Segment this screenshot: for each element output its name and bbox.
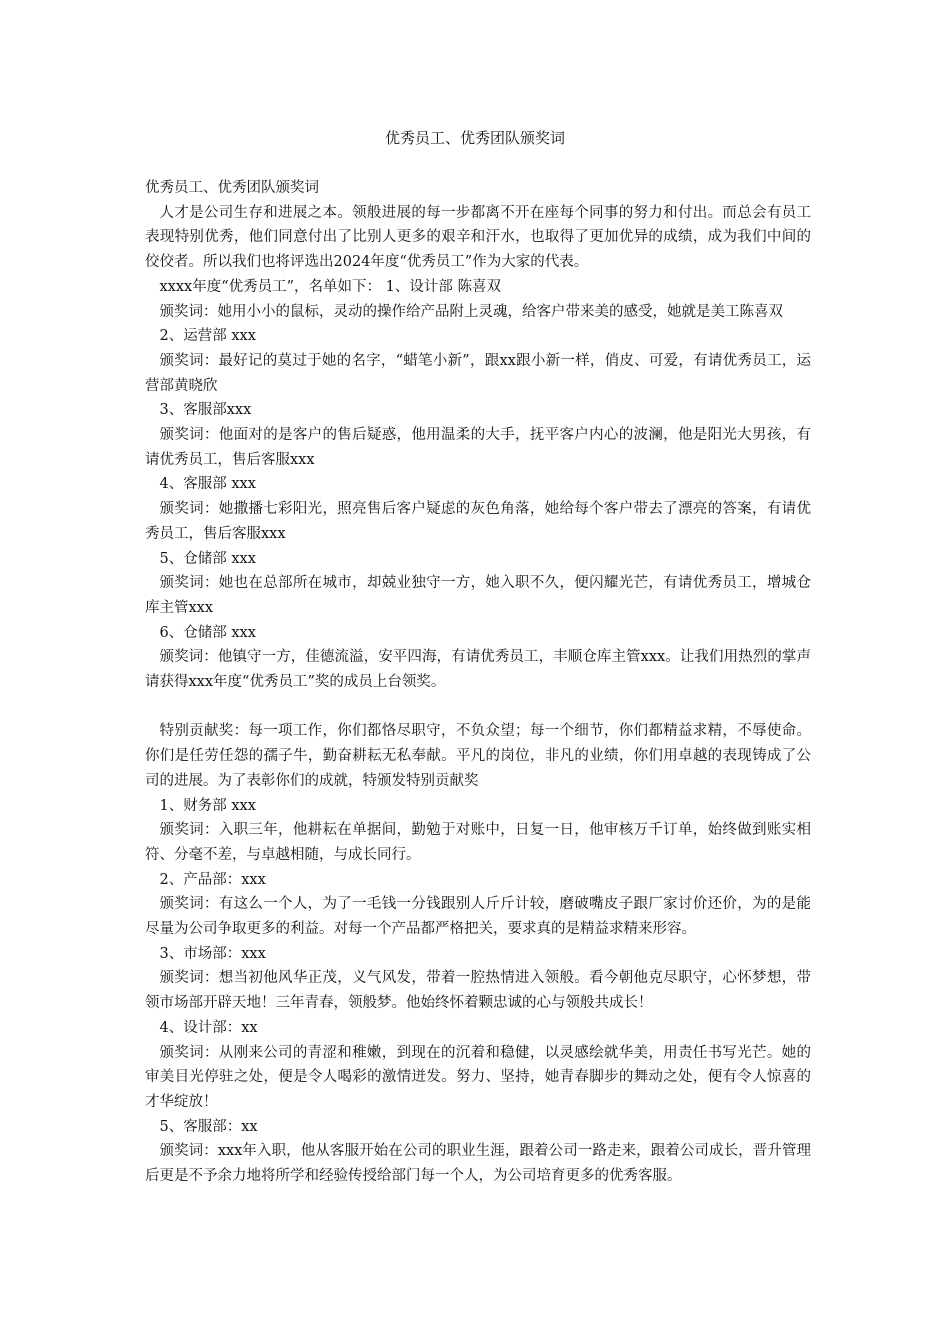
list-item: 6、仓储部 xxx	[159, 624, 256, 641]
award-speech: 颁奖词：他镇守一方，佳德流溢，安平四海，有请优秀员工，丰顺仓库主管xxx。让我们用热烈的掌声请获得xxx年度“优秀员工”奖的成员上台领奖。	[145, 649, 811, 691]
list-item: 2、产品部：xxx	[159, 871, 266, 888]
award-speech: 颁奖词：xxx年入职，他从客服开始在公司的职业生涯，跟着公司一路走来，跟着公司成长，晋升管理后更是不予余力地将所学和经验传授给部门每一个人，为公司培育更多的优秀客服。	[145, 1143, 811, 1185]
body-heading: 优秀员工、优秀团队颁奖词	[145, 180, 319, 196]
list-item: 3、市场部：xxx	[159, 945, 266, 962]
award-speech: 颁奖词：她撒播七彩阳光，照亮售后客户疑虑的灰色角落，她给每个客户带去了漂亮的答案，有请优秀员工，售后客服xxx	[145, 501, 811, 542]
award-speech: 颁奖词：入职三年，他耕耘在单据间，勤勉于对账中，日复一日，他审核万千订单，始终做到账实相符、分毫不差，与卓越相随，与成长同行。	[145, 822, 811, 863]
list-item: 2、运营部 xxx	[159, 328, 256, 345]
award-speech: 颁奖词：她用小小的鼠标，灵动的操作给产品附上灵魂，给客户带来美的感受，她就是美工陈喜双	[159, 303, 783, 320]
special-award-intro: 特别贡献奖：每一项工作，你们都恪尽职守，不负众望；每一个细节，你们都精益求精，不辱使命。你们是任劳任怨的孺子牛，勤奋耕耘无私奉献。平凡的岗位，非凡的业绩，你们用卓越的表现铸成了公司的进展。为了表彰你们的成就，特颁发特别贡献奖	[145, 723, 811, 789]
award-speech: 颁奖词：从刚来公司的青涩和稚嫩，到现在的沉着和稳健，以灵感绘就华美，用责任书写光芒。她的审美目光停驻之处，便是令人喝彩的激情迸发。努力、坚持，她青春脚步的舞动之处，便有令人惊喜的才华绽放！	[145, 1044, 811, 1110]
award-speech: 颁奖词：最好记的莫过于她的名字，“蜡笔小新”，跟xx跟小新一样，俏皮、可爱，有请优秀员工，运营部黄晓欣	[145, 352, 811, 394]
list-item: 1、财务部 xxx	[159, 797, 256, 814]
intro-paragraph: 人才是公司生存和进展之本。领般进展的每一步都离不开在座每个同事的努力和付出。而总会有员工表现特别优秀，他们同意付出了比别人更多的艰辛和汗水，也取得了更加优异的成绩，成为我们中间的佼佼者。所以我们也将评选出2024年度“优秀员工”作为大家的代表。	[145, 204, 811, 271]
list-item: 5、仓储部 xxx	[159, 550, 256, 567]
list-item: 4、设计部：xx	[159, 1019, 258, 1036]
award-speech: 颁奖词：有这么一个人，为了一毛钱一分钱跟别人斤斤计较，磨破嘴皮子跟厂家讨价还价，为的是能尽量为公司争取更多的利益。对每一个产品都严格把关，要求真的是精益求精来形容。	[145, 896, 811, 938]
award-speech: 颁奖词：她也在总部所在城市，却兢业独守一方，她入职不久，便闪耀光芒，有请优秀员工，增城仓库主管xxx	[145, 575, 811, 616]
document-body	[145, 176, 811, 1189]
list-item: 5、客服部：xx	[159, 1118, 258, 1135]
award-speech: 颁奖词：想当初他风华正茂，义气风发，带着一腔热情进入领般。看今朝他克尽职守，心怀梦想，带领市场部开辟天地！三年青春，领般梦。他始终怀着颗忠诚的心与领般共成长！	[145, 970, 811, 1012]
award-speech: 颁奖词：他面对的是客户的售后疑惑，他用温柔的大手，抚平客户内心的波澜，他是阳光大男孩，有请优秀员工，售后客服xxx	[145, 427, 811, 468]
list-item: 4、客服部 xxx	[159, 476, 256, 493]
employee-list-heading: xxxx年度“优秀员工”，名单如下： 1、设计部 陈喜双	[159, 278, 501, 295]
blank-line	[145, 695, 811, 720]
document-title: 优秀员工、优秀团队颁奖词	[384, 129, 565, 147]
list-item: 3、客服部xxx	[159, 402, 252, 419]
